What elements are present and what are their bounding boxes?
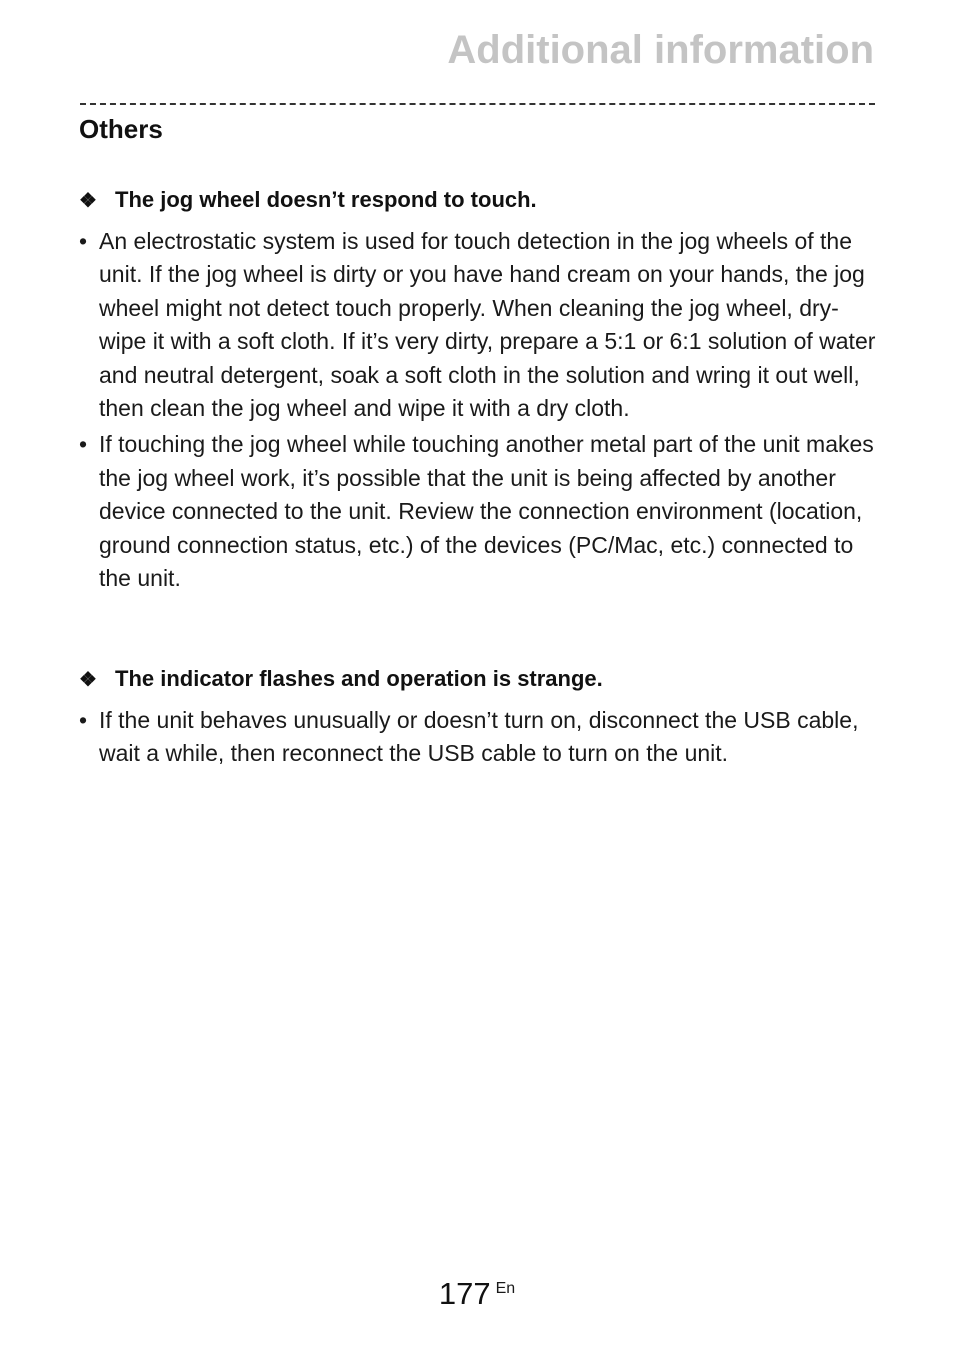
bullet-icon: • (79, 431, 88, 458)
list-item-text: If the unit behaves unusually or doesn’t turn on, disconnect the USB cable, wait a while, then reconnect the USB cable to turn on the unit. (99, 707, 859, 767)
page-number: 177 (438, 1276, 491, 1311)
header-title: Additional information (447, 28, 874, 72)
list-item (79, 704, 879, 771)
topic-heading (79, 665, 879, 693)
list-item (79, 428, 879, 595)
bullet-list (79, 704, 879, 771)
section-title: Others (79, 114, 163, 144)
bullet-icon: • (79, 228, 88, 254)
bullet-list (79, 225, 879, 595)
diamond-bullet-icon: ❖ (79, 668, 97, 691)
bullet-icon: • (79, 707, 88, 733)
topic-heading (79, 186, 879, 214)
list-item-text: If touching the jog wheel while touching another metal part of the unit makes the jog wheel work, it’s possible that the unit is being affected by another device connected to the unit. Review the connection environment (location, ground connection status, etc.) of the devices (PC/Mac, etc.) connected to the unit. (99, 431, 874, 592)
topic-indicator (79, 665, 879, 774)
language-code: En (495, 1280, 516, 1297)
topic-heading-text: The jog wheel doesn’t respond to touch. (115, 187, 537, 212)
list-item-text: An electrostatic system is used for touch detection in the jog wheels of the unit. If the jog wheel is dirty or you have hand cream on your hands, the jog wheel might not detect touch properly. When cleaning the jog wheel, dry-wipe it with a soft cloth. If it’s very dirty, prepare a 5:1 or 6:1 solution of water and neutral detergent, soak a soft cloth in the solution and wring it out well, then clean the jog wheel and wipe it with a dry cloth. (99, 228, 876, 422)
topic-jog-wheel (79, 186, 879, 598)
page-footer (0, 1276, 954, 1312)
topic-heading-text: The indicator flashes and operation is strange. (115, 666, 603, 691)
list-item (79, 225, 879, 425)
dashed-divider (80, 103, 875, 105)
diamond-bullet-icon: ❖ (79, 189, 97, 212)
